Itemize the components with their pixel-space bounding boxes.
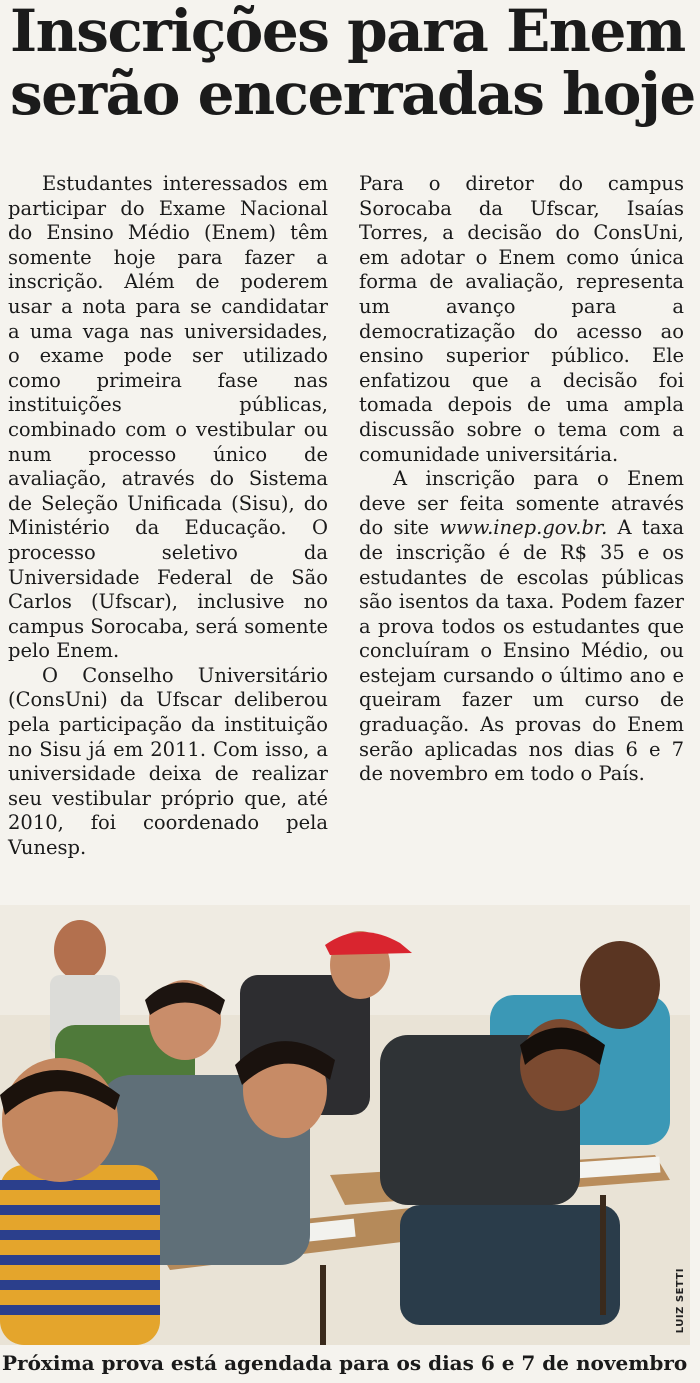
students-exam-photo bbox=[0, 905, 690, 1345]
paragraph-1: Estudantes interessados em participar do Exame Nacional do Ensino Médio (Enem) têm somente hoje para fazer a inscrição. Além de poderem usar a nota para se candidatar a uma vaga nas universidades, o exame pode ser utilizado como primeira fase nas instituições públicas, combinado com o vestibular ou num processo único de avaliação, através do Sistema de Seleção Unificada (Sisu), do Ministério da Educação. O processo seletivo da Universidade Federal de São Carlos (Ufscar), inclusive no campus Sorocaba, será somente pelo Enem. bbox=[8, 172, 328, 663]
headline-line-2: serão encerradas hoje bbox=[10, 60, 695, 128]
article-column-right bbox=[359, 172, 684, 787]
headline-line-1: Inscrições para Enem bbox=[10, 0, 685, 65]
photo-credit: LUIZ SETTI bbox=[675, 1268, 686, 1334]
paragraph-3: Para o diretor do campus Sorocaba da Ufscar, Isaías Torres, a decisão do ConsUni, em adotar o Enem como única forma de avaliação, representa um avanço para a democratização do acesso ao ensino superior público. Ele enfatizou que a decisão foi tomada depois de uma ampla discussão sobre o tema com a comunidade universitária. bbox=[359, 172, 684, 466]
paragraph-2: O Conselho Universitário (ConsUni) da Ufscar deliberou pela participação da instituição no Sisu já em 2011. Com isso, a universidade deixa de realizar seu vestibular próprio que, até 2010, foi coordenado pela Vunesp. bbox=[8, 663, 328, 860]
photo-illustration bbox=[0, 905, 690, 1345]
article-column-left bbox=[8, 172, 328, 861]
paragraph-4-text-b: A taxa de inscrição é de R$ 35 e os estudantes de escolas públicas são isentos da taxa. Podem fazer a prova todos os estudantes que concluíram o Ensino Médio, ou estejam cursando o último ano e queiram fazer um curso de graduação. As provas do Enem serão aplicadas nos dias 6 e 7 de novembro em todo o País. bbox=[359, 516, 684, 786]
headline bbox=[10, 0, 694, 126]
photo-caption: Próxima prova está agendada para os dias 6 e 7 de novembro bbox=[2, 1351, 688, 1375]
inep-url: www.inep.gov.br. bbox=[439, 516, 608, 540]
paragraph-4 bbox=[359, 467, 684, 787]
paragraph-4-text-a: A inscrição para o Enem deve ser feita somente através do site bbox=[359, 467, 684, 540]
